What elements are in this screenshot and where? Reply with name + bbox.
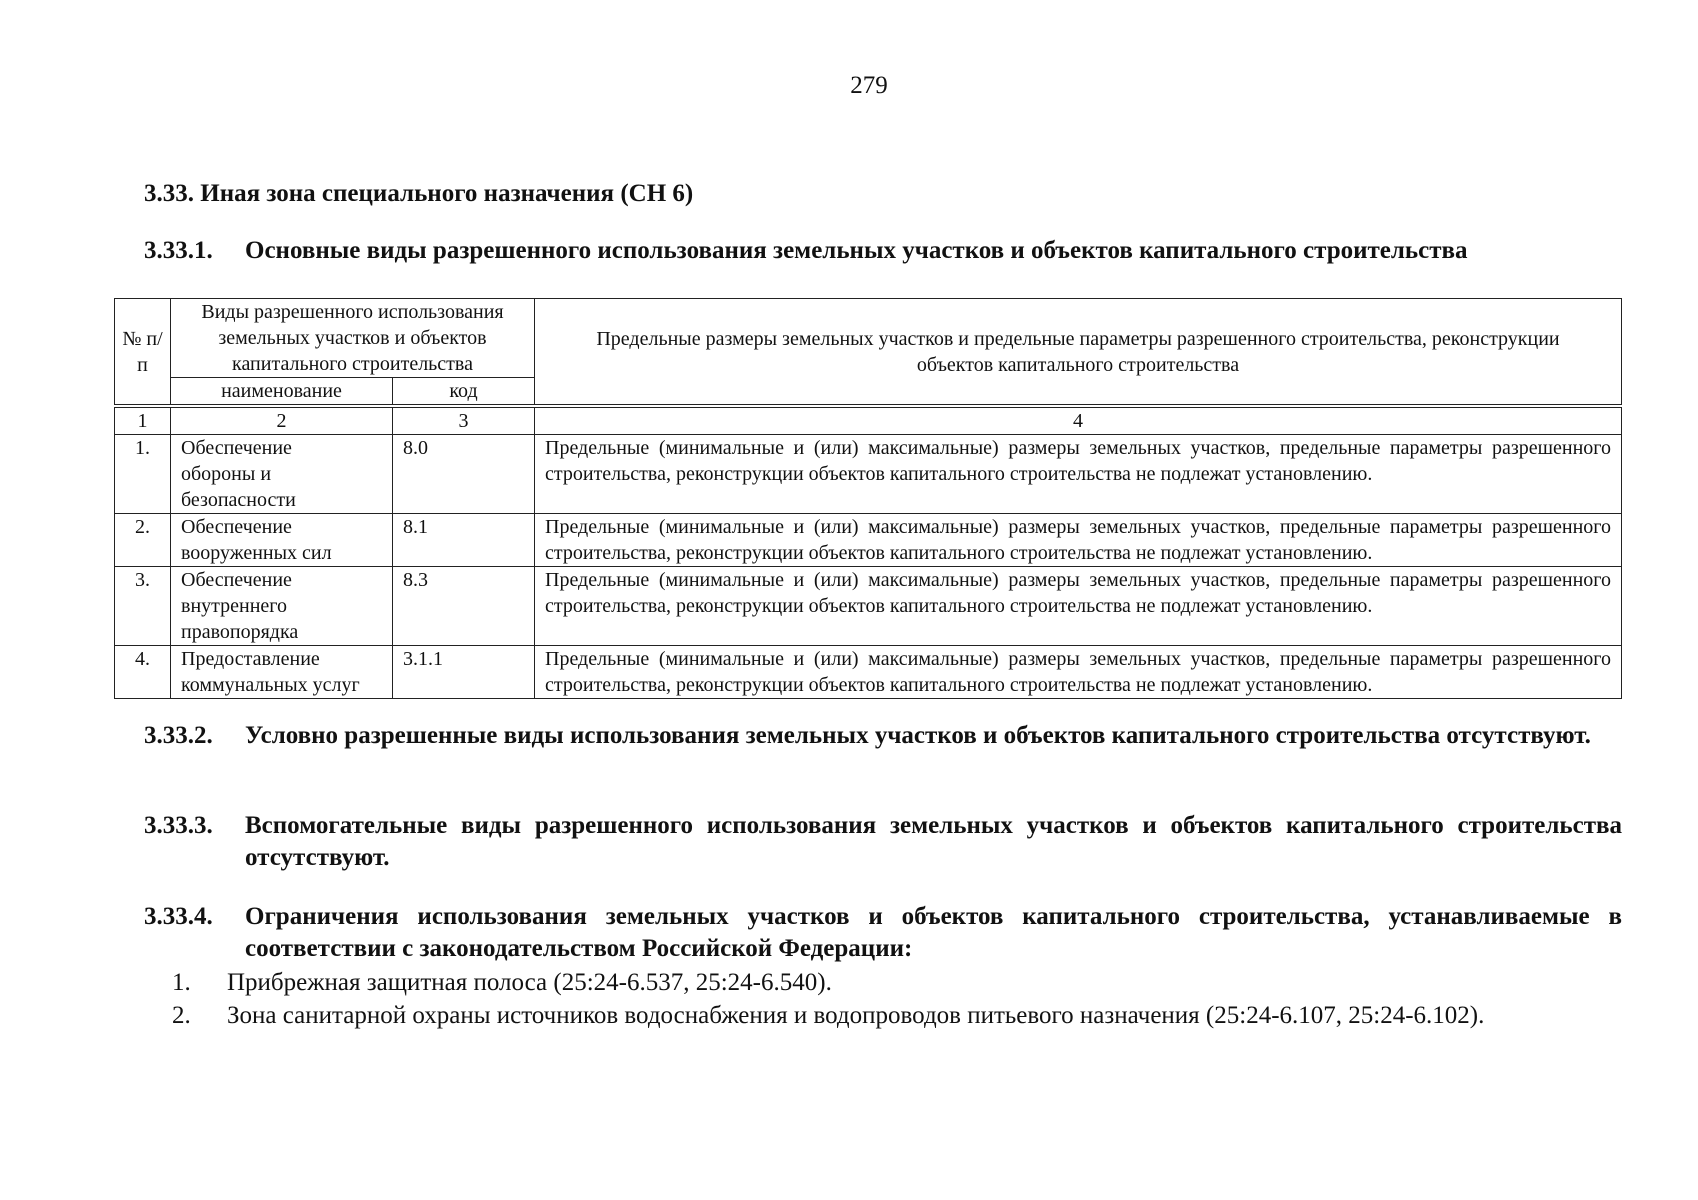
- section-title: Иная зона специального назначения (СН 6): [200, 180, 694, 207]
- section-number: 3.33.: [144, 180, 194, 207]
- column-index: 2: [171, 408, 393, 435]
- column-index: 4: [535, 408, 1622, 435]
- row-name: Обеспечение внутреннего правопорядка: [171, 567, 393, 646]
- section-heading: [144, 178, 693, 210]
- column-index: 3: [393, 408, 535, 435]
- table-row: [115, 567, 1622, 646]
- subsection-conditional-uses-heading: [144, 720, 1622, 752]
- row-params: Предельные (минимальные и (или) максимальные) размеры земельных участков, предельные параметры разрешенного строительства, реконструкции объектов капитального строительства не подлежат установлению.: [535, 646, 1622, 699]
- header-num: № п/п: [115, 299, 171, 405]
- header-params: Предельные размеры земельных участков и предельные параметры разрешенного строительства, реконструкции объектов капитального строительства: [535, 299, 1622, 405]
- restrictions-list-item: [114, 999, 1622, 1032]
- list-item-number: 2.: [172, 1002, 191, 1029]
- subsection-title: Основные виды разрешенного использования земельных участков и объектов капитального строительства: [245, 237, 1468, 264]
- row-code: 8.1: [393, 514, 535, 567]
- subsection-title: Условно разрешенные виды использования земельных участков и объектов капитального строительства отсутствуют.: [245, 722, 1591, 749]
- row-code: 3.1.1: [393, 646, 535, 699]
- subsection-number: 3.33.4.: [144, 903, 213, 930]
- uses-table: [114, 407, 1622, 699]
- table-row: [115, 514, 1622, 567]
- row-num: 4.: [115, 646, 171, 699]
- subsection-main-uses-heading: [144, 235, 1622, 267]
- row-num: 2.: [115, 514, 171, 567]
- row-code: 8.3: [393, 567, 535, 646]
- row-num: 3.: [115, 567, 171, 646]
- page-number: 279: [850, 72, 888, 99]
- uses-table-header: [114, 298, 1622, 405]
- list-item-number: 1.: [172, 969, 191, 996]
- row-name: Предоставление коммунальных услуг: [171, 646, 393, 699]
- header-use-types: Виды разрешенного использования земельных участков и объектов капитального строительства: [171, 299, 535, 378]
- row-name: Обеспечение обороны и безопасности: [171, 435, 393, 514]
- header-name: наименование: [171, 378, 393, 405]
- subsection-restrictions-heading: [144, 901, 1622, 965]
- row-code: 8.0: [393, 435, 535, 514]
- table-row: [115, 646, 1622, 699]
- row-name: Обеспечение вооруженных сил: [171, 514, 393, 567]
- column-index: 1: [115, 408, 171, 435]
- list-item-text: Прибрежная защитная полоса (25:24-6.537, 25:24-6.540).: [227, 969, 832, 996]
- row-params: Предельные (минимальные и (или) максимальные) размеры земельных участков, предельные параметры разрешенного строительства, реконструкции объектов капитального строительства не подлежат установлению.: [535, 435, 1622, 514]
- restrictions-list-item: [114, 966, 1622, 999]
- subsection-auxiliary-uses-heading: [144, 810, 1622, 874]
- row-params: Предельные (минимальные и (или) максимальные) размеры земельных участков, предельные параметры разрешенного строительства, реконструкции объектов капитального строительства не подлежат установлению.: [535, 567, 1622, 646]
- subsection-title: Ограничения использования земельных участков и объектов капитального строительства, устанавливаемые в соответствии с законодательством Российской Федерации:: [245, 903, 1622, 962]
- header-code: код: [393, 378, 535, 405]
- table-row: [115, 435, 1622, 514]
- column-index-row: [115, 408, 1622, 435]
- list-item-text: Зона санитарной охраны источников водоснабжения и водопроводов питьевого назначения (25:24-6.107, 25:24-6.102).: [227, 1002, 1485, 1029]
- subsection-number: 3.33.3.: [144, 812, 213, 839]
- subsection-number: 3.33.2.: [144, 722, 213, 749]
- row-num: 1.: [115, 435, 171, 514]
- row-params: Предельные (минимальные и (или) максимальные) размеры земельных участков, предельные параметры разрешенного строительства, реконструкции объектов капитального строительства не подлежат установлению.: [535, 514, 1622, 567]
- subsection-number: 3.33.1.: [144, 237, 213, 264]
- subsection-title: Вспомогательные виды разрешенного использования земельных участков и объектов капитального строительства отсутствуют.: [245, 812, 1622, 871]
